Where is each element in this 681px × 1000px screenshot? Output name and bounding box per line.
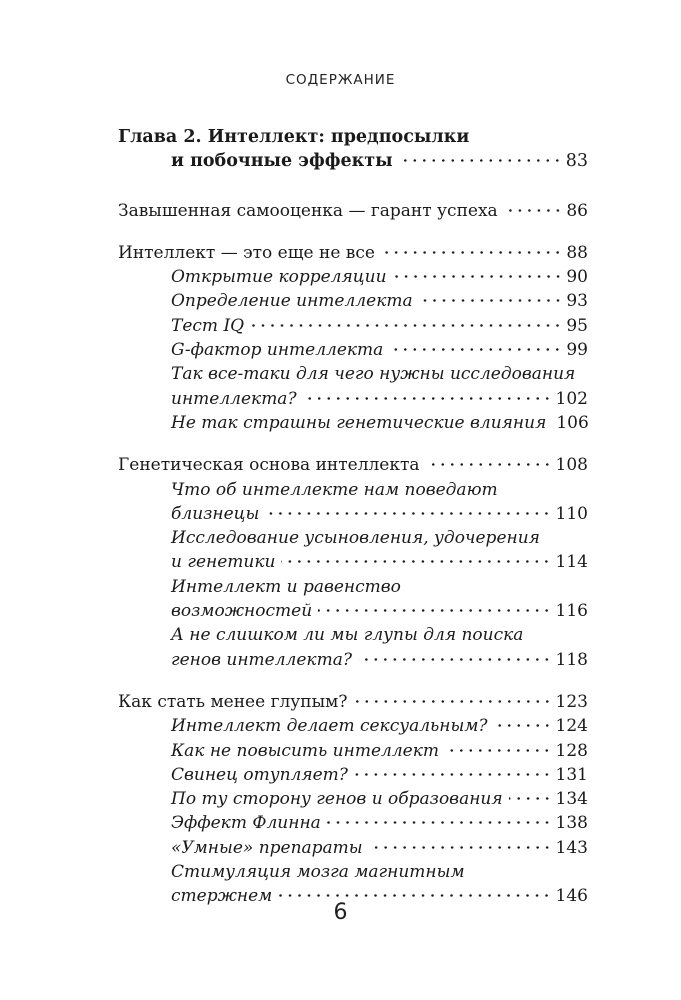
toc-subentry[interactable] xyxy=(118,387,588,411)
toc-subentry-page: 143 xyxy=(555,837,588,858)
dot-leader xyxy=(303,397,552,400)
toc-subentry[interactable] xyxy=(118,811,588,835)
toc-subentry-title: G-фактор интеллекта xyxy=(171,340,384,361)
toc-subentry-page: 95 xyxy=(566,315,588,336)
dot-leader xyxy=(354,700,552,703)
toc-subentry[interactable] xyxy=(118,411,588,435)
toc-subentry-first-line[interactable] xyxy=(118,526,588,550)
dot-leader xyxy=(278,894,551,897)
dot-leader xyxy=(393,275,563,278)
toc-subentry[interactable] xyxy=(118,314,588,338)
toc-entry-title: Интеллект — это еще не все xyxy=(118,242,375,263)
toc-subentry-page: 134 xyxy=(555,789,588,810)
toc-subentry[interactable] xyxy=(118,502,588,526)
toc-subentry-title: стержнем xyxy=(171,886,273,907)
toc-subentry-title: Определение интеллекта xyxy=(171,291,413,312)
dot-leader xyxy=(354,773,552,776)
dot-leader xyxy=(265,512,551,515)
toc-entry[interactable] xyxy=(118,241,588,265)
toc-subentry-title: Свинец отупляет? xyxy=(171,764,348,785)
toc-subentry[interactable] xyxy=(118,338,588,362)
toc-subentry-page: 128 xyxy=(555,740,588,761)
dot-leader xyxy=(358,658,552,661)
toc-subentry-title: генов интеллекта? xyxy=(171,649,352,670)
toc-subentry-title: «Умные» препараты xyxy=(171,837,363,858)
dot-leader xyxy=(369,846,552,849)
toc-subentry-title: Открытие корреляции xyxy=(171,267,387,288)
toc-subentry-page: 116 xyxy=(555,601,588,622)
chapter-page-number: 83 xyxy=(565,151,588,172)
dot-leader xyxy=(426,463,552,466)
toc-subentry[interactable] xyxy=(118,599,588,623)
toc-subentry-first-line[interactable] xyxy=(118,362,588,386)
toc-subentry[interactable] xyxy=(118,550,588,574)
toc-subentry-title-line1: Интеллект и равенство xyxy=(171,576,401,597)
toc-subentry-title-line1: Исследование усыновления, удочерения xyxy=(171,528,540,549)
toc-subentry-page: 106 xyxy=(556,412,589,433)
chapter-heading xyxy=(118,125,588,149)
toc-subentry-page: 93 xyxy=(566,291,588,312)
toc-subentry-page: 118 xyxy=(555,649,588,670)
toc-subentry-page: 124 xyxy=(555,716,588,737)
dot-leader xyxy=(250,324,562,327)
toc-subentry[interactable] xyxy=(118,739,588,763)
dot-leader xyxy=(389,348,562,351)
page-number: 6 xyxy=(333,900,348,925)
toc-subentry-page: 114 xyxy=(555,552,588,573)
toc-subentry-title: По ту сторону генов и образования xyxy=(171,789,503,810)
dot-leader xyxy=(494,724,552,727)
toc-subentry[interactable] xyxy=(118,836,588,860)
toc-subentry-page: 99 xyxy=(566,340,588,361)
dot-leader xyxy=(399,159,562,162)
dot-leader xyxy=(381,251,562,254)
toc-subentry-first-line[interactable] xyxy=(118,478,588,502)
toc-subentry-title-line1: А не слишком ли мы глупы для поиска xyxy=(171,625,524,646)
toc-subentry-title-line1: Стимуляция мозга магнитным xyxy=(171,862,465,883)
dot-leader xyxy=(419,299,563,302)
toc-entry-page: 88 xyxy=(566,242,588,263)
toc-subentry-title: Интеллект делает сексуальным? xyxy=(171,716,488,737)
toc-subentry-title: интеллекта? xyxy=(171,388,297,409)
toc-subentry-page: 146 xyxy=(555,886,588,907)
toc-subentry-title: Как не повысить интеллект xyxy=(171,740,439,761)
toc-subentry-first-line[interactable] xyxy=(118,623,588,647)
toc-subentry-page: 131 xyxy=(555,764,588,785)
chapter-heading-cont xyxy=(118,149,588,173)
toc-subentry-title: и генетики xyxy=(171,552,276,573)
toc-subentry[interactable] xyxy=(118,714,588,738)
toc-subentry-page: 138 xyxy=(555,813,588,834)
toc-subentry-page: 102 xyxy=(555,388,588,409)
toc-entry[interactable] xyxy=(118,453,588,477)
toc-subentry-first-line[interactable] xyxy=(118,575,588,599)
toc-entry-title: Генетическая основа интеллекта xyxy=(118,455,420,476)
toc-subentry-title: Не так страшны генетические влияния xyxy=(171,412,547,433)
toc-subentry-page: 90 xyxy=(566,267,588,288)
toc-subentry-title-line1: Что об интеллекте нам поведают xyxy=(171,479,498,500)
toc-entry[interactable] xyxy=(118,199,588,223)
dot-leader xyxy=(504,209,563,212)
chapter-title-line2: и побочные эффекты xyxy=(171,151,393,172)
toc-entry-title: Завышенная самооценка — гарант успеха xyxy=(118,200,498,221)
toc-subentry[interactable] xyxy=(118,787,588,811)
toc-entry-page: 86 xyxy=(566,200,588,221)
toc-subentry-title: Тест IQ xyxy=(171,315,245,336)
dot-leader xyxy=(327,821,552,824)
dot-leader xyxy=(281,560,551,563)
toc-subentry[interactable] xyxy=(118,648,588,672)
dot-leader xyxy=(509,797,552,800)
dot-leader xyxy=(318,609,551,612)
toc-entry-page: 108 xyxy=(555,455,588,476)
toc-subentry-title-line1: Так все-таки для чего нужны исследования xyxy=(171,364,576,385)
toc-subentry[interactable] xyxy=(118,763,588,787)
toc-subentry-title: возможностей xyxy=(171,601,313,622)
toc-subentry-page: 110 xyxy=(555,503,588,524)
chapter-title-line1: Глава 2. Интеллект: предпосылки xyxy=(118,127,470,147)
toc-subentry-title: Эффект Флинна xyxy=(171,813,321,834)
dot-leader xyxy=(445,749,552,752)
toc-subentry-first-line[interactable] xyxy=(118,860,588,884)
toc-subentry-title: близнецы xyxy=(171,503,260,524)
toc-subentry[interactable] xyxy=(118,265,588,289)
table-of-contents xyxy=(118,125,588,909)
toc-entry-page: 123 xyxy=(555,691,588,712)
toc-entry-title: Как стать менее глупым? xyxy=(118,691,348,712)
toc-entry[interactable] xyxy=(118,690,588,714)
running-head: СОДЕРЖАНИЕ xyxy=(285,72,396,88)
toc-subentry[interactable] xyxy=(118,289,588,313)
